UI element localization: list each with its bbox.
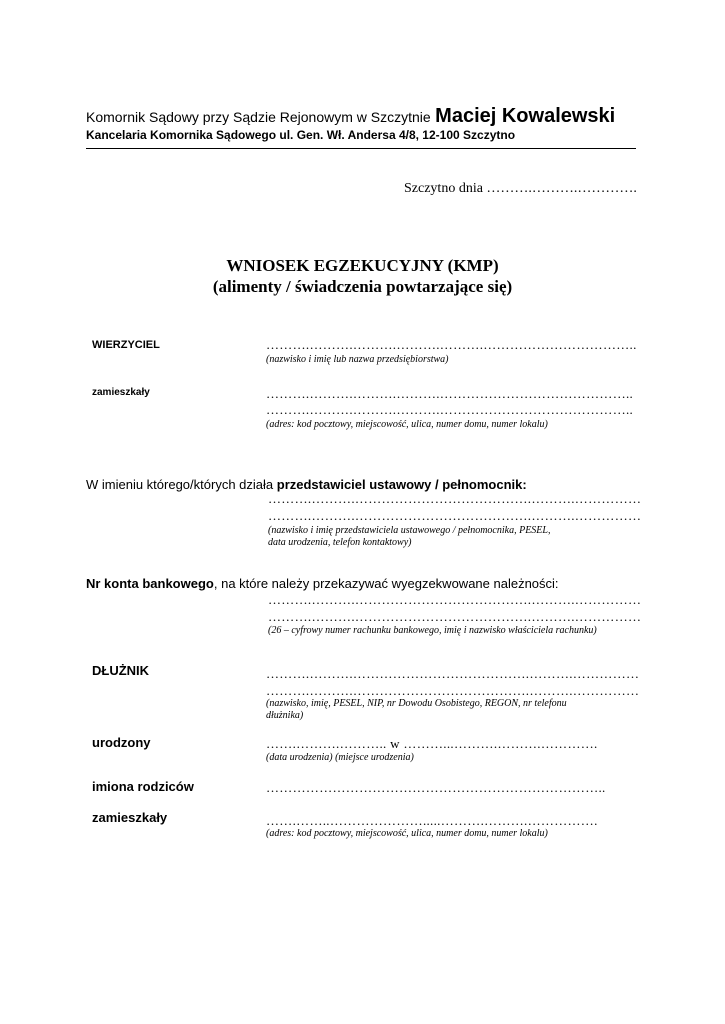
bank-account-intro — [86, 576, 559, 591]
bank-account-hint: (26 – cyfrowy numer rachunku bankowego, imię i nazwisko właściciela rachunku) — [268, 625, 597, 636]
representative-hint-1: (nazwisko i imię przedstawiciela ustawowego / pełnomocnika, PESEL, — [268, 525, 551, 536]
debtor-name-hint-1: (nazwisko, imię, PESEL, NIP, nr Dowodu Osobistego, REGON, nr telefonu — [266, 698, 567, 709]
representative-intro-bold: przedstawiciel ustawowy / pełnomocnik: — [276, 477, 527, 492]
creditor-address-label: zamieszkały — [92, 387, 150, 398]
debtor-born-hint: (data urodzenia) (miejsce urodzenia) — [266, 752, 414, 763]
creditor-address-field-1[interactable]: ……….……….……….……….…………………………………….. — [266, 386, 634, 401]
header-line-1 — [86, 105, 615, 128]
debtor-address-field[interactable]: …….……..………………….....……….……….……………. — [266, 813, 598, 828]
debtor-name-field-2[interactable]: ……….……….………………………………….……….…………… — [266, 683, 640, 698]
creditor-address-field-2[interactable]: ……….……….……….……….…………………………………….. — [266, 402, 634, 417]
debtor-label: DŁUŻNIK — [92, 663, 150, 678]
debtor-address-hint: (adres: kod pocztowy, miejscowość, ulica, numer domu, numer lokalu) — [266, 828, 548, 839]
representative-hint-2: data urodzenia, telefon kontaktowy) — [268, 537, 412, 548]
place-date[interactable]: Szczytno dnia ……….……….…………. — [404, 181, 637, 196]
representative-field-1[interactable]: ……….……….………………………………….……….…………… — [268, 491, 642, 506]
debtor-address-label: zamieszkały — [92, 810, 168, 825]
bank-account-field-2[interactable]: ……….……….………………………………….……….…………… — [268, 609, 642, 624]
creditor-label: WIERZYCIEL — [92, 339, 160, 351]
debtor-name-hint-2: dłużnika) — [266, 710, 304, 721]
representative-field-2[interactable]: ……….……….………………………………….……….…………… — [268, 508, 642, 523]
bank-account-label-rest: , na które należy przekazywać wyegzekwowane należności: — [213, 576, 559, 591]
representative-intro-text: W imieniu którego/których działa — [86, 477, 274, 492]
debtor-name-field-1[interactable]: ……….……….………………………………….……….…………… — [266, 666, 640, 681]
header-bailiff-name: Maciej Kowalewski — [435, 105, 616, 127]
creditor-name-hint: (nazwisko i imię lub nazwa przedsiębiorstwa) — [266, 354, 449, 365]
header-office: Komornik Sądowy przy Sądzie Rejonowym w Szczytnie — [86, 109, 431, 125]
bank-account-label-bold: Nr konta bankowego — [86, 576, 214, 591]
debtor-born-field[interactable]: …….……….……….. w ………...……….……….…………. — [266, 736, 598, 751]
document-title: WNIOSEK EGZEKUCYJNY (KMP) — [226, 256, 499, 275]
header-address: Kancelaria Komornika Sądowego ul. Gen. Wł. Andersa 4/8, 12-100 Szczytno — [86, 128, 516, 142]
debtor-parents-field[interactable]: ………………………………………………………………….. — [266, 780, 606, 795]
debtor-parents-label: imiona rodziców — [92, 779, 194, 794]
debtor-born-label: urodzony — [92, 735, 151, 750]
representative-intro — [86, 477, 527, 492]
creditor-name-field[interactable]: ……….……….……….……….……….…………………………….. — [266, 337, 637, 352]
document-subtitle: (alimenty / świadczenia powtarzające się) — [212, 277, 513, 296]
bank-account-field-1[interactable]: ……….……….………………………………….……….…………… — [268, 592, 642, 607]
header-divider — [86, 148, 636, 149]
creditor-address-hint: (adres: kod pocztowy, miejscowość, ulica, numer domu, numer lokalu) — [266, 419, 548, 430]
